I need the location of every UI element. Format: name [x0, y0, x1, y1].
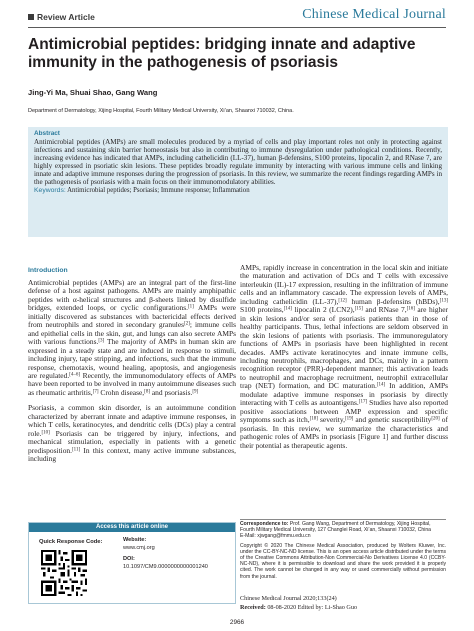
paragraph-text: AMPs were initially discovered as substances with bactericidal effects derived from neutrophils and stored in secondary granules: [28, 303, 236, 330]
citation-ref[interactable]: [14]: [376, 382, 386, 388]
license-text: Copyright © 2020 The Chinese Medical Association, produced by Wolters Kluwer, Inc. under the CC-BY-NC-ND license. This is an open access article distributed under the terms of the Creative Commons Attribution-Non Commercial-No Derivatives License 4.0 (CCBY-NC-ND), where it is permissible to download and share the work provided it is properly cited. The work cannot be changed in any way or used commercially without permission from the journal.: [240, 542, 446, 580]
intro-paragraph-2: [28, 404, 236, 463]
citation-ref[interactable]: [4–6]: [69, 372, 81, 378]
paragraph-text: human β-defensins (hBDs),: [346, 296, 440, 306]
footer-notes: [240, 521, 446, 580]
website-label: Website:: [123, 537, 147, 543]
intro-paragraph-3: [240, 264, 448, 450]
right-column: [240, 264, 448, 450]
citation-line: Chinese Medical Journal 2020;133(24): [240, 595, 337, 602]
paragraph-text: severity,: [317, 415, 345, 425]
citation-ref[interactable]: [18]: [309, 416, 318, 422]
citation-ref[interactable]: [3]: [98, 338, 105, 344]
correspondence: [240, 521, 446, 533]
correspondence-email[interactable]: E-Mail: xjwgang@fmmu.edu.cn: [240, 533, 311, 540]
citation-ref[interactable]: [16]: [406, 306, 415, 312]
paragraph-text: of psoriasis. In this review, we summarize the characteristics and pathogenic roles of AMPs in psoriasis [Figure 1] and further discuss their potential as therapeutic agents.: [240, 415, 448, 450]
paragraph-text: Recently, the immunomodulatory effects of AMPs have been reported to be involved in many autoimmune diseases such as rheumatic arthritis,: [28, 370, 237, 397]
received-text: 08-08-2020 Edited by: Li-Shao Guo: [265, 604, 358, 611]
section-tag: [28, 12, 95, 22]
citation-ref[interactable]: [19]: [344, 416, 354, 422]
paragraph-text: are higher in skin lesions and/or sera of psoriasis patients than in those of healthy participants. Thus, lethal infections are seldom observed in the skin lesions of patients with psoriasis. The immunoregulatory functions of AMPs in psoriasis have been highlighted in recent decades. AMPs activate keratinocytes and innate immune cells, including neutrophils, macrophages, and DCs, mainly in a pattern recognition receptor (PRR)-dependent manner; this activation leads to neutrophil and macrophage recruitment, neutrophil extracellular trap (NET) formation, and DC maturation.: [240, 305, 448, 391]
paragraph-text: lipocalin 2 (LCN2),: [291, 305, 355, 315]
article-title: Antimicrobial peptides: bridging innate and adaptive immunity in the pathogenesis of psoriasis: [28, 36, 416, 71]
square-bullet-icon: [28, 14, 34, 20]
paragraph-text: The majority of AMPs in human skin are expressed in a steady state and are induced in response to stimuli, including injury, tape stripping, and infections, such that the immune response, chemotaxis, wound healing, apoptosis, and angiogenesis are regulated.: [28, 337, 236, 380]
doi-label: DOI:: [123, 556, 135, 563]
citation-ref[interactable]: [17]: [358, 399, 368, 405]
paragraph-text: Crohn disease,: [98, 387, 145, 397]
citation-ref[interactable]: [11]: [72, 447, 81, 453]
paragraph-text: ; immune cells and epithelial cells in the skin, gut, and lungs can also secrete AMPs with various functions.: [28, 320, 237, 347]
paragraph-text: Psoriasis can be triggered by injury, infections, and mechanical stimulation, especially in patients with a genetic predisposition.: [28, 428, 236, 455]
access-info: [123, 537, 208, 571]
keywords-line: [34, 187, 442, 195]
citation-ref[interactable]: [12]: [338, 298, 347, 304]
paragraph-text: and psoriasis.: [150, 387, 193, 397]
abstract-text: Antimicrobial peptides (AMPs) are small molecules produced by a myriad of cells and play important roles not only in protecting against infections and sustaining skin barrier homeostasis but also in contributing to immune dysregulation under pathological conditions. Recently, increasing evidence has indicated that AMPs, including cathelicidin (LL-37), human β-defensins, S100 proteins, lipocalin 2, and RNase 7, are highly expressed in psoriatic skin lesions. These peptides broadly regulate immunity by interacting with various immune cells and linking innate and adaptive immune responses during the progression of psoriasis. In this review, we summarize the recent findings regarding AMPs in the pathogenesis of psoriasis with a main focus on their immunomodulatory abilities.: [34, 138, 442, 187]
citation-ref[interactable]: [14]: [283, 306, 292, 312]
citation-ref[interactable]: [13]: [439, 298, 448, 304]
citation-ref[interactable]: [7]: [92, 389, 99, 395]
abstract-box: [28, 127, 448, 237]
qr-label: Quick Response Code:: [39, 539, 103, 545]
footer-divider: [240, 519, 446, 520]
citation-ref[interactable]: [15]: [354, 306, 363, 312]
paragraph-text: and genetic susceptibility: [353, 415, 432, 425]
left-column: [28, 263, 236, 471]
correspondence-text: Prof. Gang Wang, Department of Dermatology, Xijing Hospital, Fourth Military Medical University, 127 Changlei Road, Xi’an, Shaanxi 710032, China: [240, 521, 432, 534]
access-heading: Access this article online: [29, 523, 235, 532]
keywords-text: Antimicrobial peptides; Psoriasis; Immune response; Inflammation: [67, 186, 250, 194]
website-link[interactable]: www.cmj.org: [123, 544, 155, 551]
paragraph-text: AMPs, rapidly increase in concentration in the local skin and initiate the maturation and activation of DCs and T cells with excessive interleukin (IL)-17 expression, resulting in the infiltration of immune cells and an inflammatory cascade. The expression levels of AMPs, including cathelicidin (LL-37),: [240, 263, 448, 306]
access-online-box: [28, 522, 236, 604]
citation-ref[interactable]: [2]: [184, 321, 190, 327]
qr-code-icon[interactable]: [41, 550, 87, 596]
citation-ref[interactable]: [20]: [431, 416, 440, 422]
received-label: Received:: [240, 604, 266, 611]
paragraph-text: Antimicrobial peptides (AMPs) are an integral part of the first-line defense of a host against pathogens. AMPs are mainly amphipathic peptides with α-helical structures and β-sheets linked by disulfide bridges, extended loops, or cyclic configurations.: [28, 278, 236, 313]
page-number: 2966: [229, 619, 245, 626]
paragraph-text: In this context, many active immune substances, including: [28, 445, 236, 464]
introduction-heading: Introduction: [28, 267, 68, 274]
citation-ref[interactable]: [10]: [41, 430, 50, 436]
paragraph-text: and RNase 7,: [362, 305, 407, 315]
citation-ref[interactable]: [1]: [188, 304, 194, 310]
affiliation: Department of Dermatology, Xijing Hospital, Fourth Military Medical University, Xi’an, Shaanxi 710032, China.: [28, 108, 294, 114]
paragraph-text: Psoriasis, a common skin disorder, is an autoimmune condition characterized by aberrant innate and adaptive immune responses, in which T cells, keratinocytes, and dendritic cells (DCs) play a central role.: [28, 403, 236, 438]
running-header: [28, 7, 446, 28]
section-label: Review Article: [37, 12, 95, 22]
intro-paragraph-1: [28, 279, 236, 397]
abstract-heading: Abstract: [34, 130, 60, 137]
correspondence-label: Correspondence to:: [240, 521, 289, 527]
paragraph-text: Studies have also reported positive associations between AMP expression and specific symptoms such as itch,: [240, 398, 449, 425]
paragraph-text: In addition, AMPs modulate adaptive immune responses in psoriasis by directly interacting with T cells as autoantigens.: [240, 381, 448, 408]
keywords-label: Keywords:: [34, 186, 66, 194]
paragraph-text: S100 proteins,: [240, 305, 284, 315]
citation-ref[interactable]: [9]: [192, 389, 199, 395]
journal-name: Chinese Medical Journal: [302, 7, 446, 22]
author-list: Jing-Yi Ma, Shuai Shao, Gang Wang: [28, 88, 158, 97]
received-line: [240, 604, 357, 611]
doi-link[interactable]: 10.1097/CM9.0000000000001240: [123, 563, 208, 570]
citation-ref[interactable]: [8]: [144, 389, 150, 395]
